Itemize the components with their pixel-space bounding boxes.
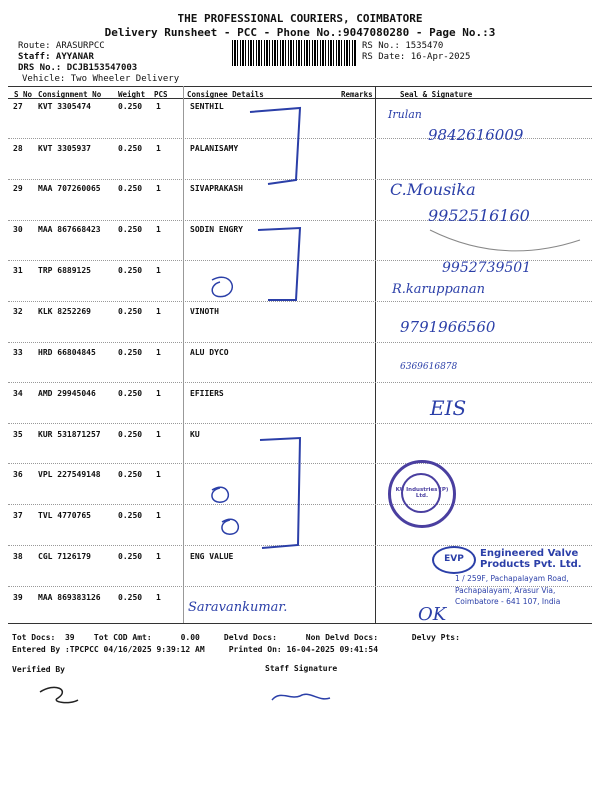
cell-consignment: MAA 869383126 bbox=[38, 593, 101, 602]
cell-pcs: 1 bbox=[156, 225, 161, 234]
rs-no: RS No.: 1535470 bbox=[362, 41, 444, 51]
cell-consignee: ENG VALUE bbox=[190, 552, 234, 561]
handwritten-name: C.Mousika bbox=[390, 180, 476, 199]
cell-pcs: 1 bbox=[156, 511, 161, 520]
pen-stroke bbox=[260, 438, 300, 548]
cell-weight: 0.250 bbox=[118, 225, 143, 234]
verified-by-label: Verified By bbox=[12, 665, 65, 674]
evp-company-name: Engineered Valve Products Pvt. Ltd. bbox=[480, 548, 582, 570]
cell-consignee: KU bbox=[190, 430, 200, 439]
pen-stroke bbox=[212, 487, 228, 502]
cell-consignee: SODIN ENGRY bbox=[190, 225, 243, 234]
cell-sno: 39 bbox=[13, 593, 23, 602]
rs-date: RS Date: 16-Apr-2025 bbox=[362, 52, 471, 62]
handwritten-phone: 9952516160 bbox=[428, 206, 530, 225]
cell-weight: 0.250 bbox=[118, 511, 143, 520]
handwritten-initials: EIS bbox=[430, 396, 467, 420]
pen-stroke bbox=[222, 519, 238, 534]
handwritten-phone: 9791966560 bbox=[400, 318, 496, 336]
cell-weight: 0.250 bbox=[118, 470, 143, 479]
cell-consignee: SIVAPRAKASH bbox=[190, 184, 243, 193]
cell-consignee: ALU DYCO bbox=[190, 348, 229, 357]
cell-sno: 36 bbox=[13, 470, 23, 479]
cell-weight: 0.250 bbox=[118, 144, 143, 153]
cell-weight: 0.250 bbox=[118, 389, 143, 398]
cell-sno: 37 bbox=[13, 511, 23, 520]
cell-weight: 0.250 bbox=[118, 102, 143, 111]
cell-pcs: 1 bbox=[156, 430, 161, 439]
cell-pcs: 1 bbox=[156, 307, 161, 316]
cell-pcs: 1 bbox=[156, 593, 161, 602]
cell-consignment: KVT 3305937 bbox=[38, 144, 91, 153]
cell-sno: 34 bbox=[13, 389, 23, 398]
cell-weight: 0.250 bbox=[118, 593, 143, 602]
cell-consignee: EFIIERS bbox=[190, 389, 224, 398]
cell-sno: 38 bbox=[13, 552, 23, 561]
col-seal-signature: Seal & Signature bbox=[400, 90, 473, 99]
handwritten-name: Irulan bbox=[388, 108, 422, 121]
cell-consignment: MAA 867668423 bbox=[38, 225, 101, 234]
cell-sno: 29 bbox=[13, 184, 23, 193]
handwritten-phone: 6369616878 bbox=[400, 362, 458, 372]
cell-consignee: PALANISAMY bbox=[190, 144, 239, 153]
cell-sno: 32 bbox=[13, 307, 23, 316]
stamp-text: KU Industries (P) Ltd. bbox=[395, 487, 449, 499]
cell-consignment: HRD 66804845 bbox=[38, 348, 96, 357]
col-consignee: Consignee Details bbox=[187, 90, 264, 99]
pen-stroke bbox=[40, 687, 78, 702]
runsheet-title: Delivery Runsheet - PCC - Phone No.:9047080280 - Page No.:3 bbox=[104, 26, 496, 39]
evp-address-1: 1 / 259F, Pachapalayam Road, bbox=[455, 574, 569, 583]
entered-by-line: Entered By :TPCPCC 04/16/2025 9:39:12 AM Printed On: 16-04-2025 09:41:54 bbox=[12, 645, 379, 654]
cell-consignment: MAA 707260065 bbox=[38, 184, 101, 193]
handwritten-name: R.karuppanan bbox=[392, 282, 486, 297]
route-label: Route: ARASURPCC bbox=[18, 41, 105, 51]
cell-consignment: KLK 8252269 bbox=[38, 307, 91, 316]
cell-sno: 35 bbox=[13, 430, 23, 439]
cell-weight: 0.250 bbox=[118, 348, 143, 357]
handwritten-ok: OK bbox=[418, 604, 447, 625]
cell-weight: 0.250 bbox=[118, 552, 143, 561]
staff-signature-label: Staff Signature bbox=[265, 664, 338, 673]
vehicle-label: Vehicle: Two Wheeler Delivery bbox=[22, 74, 180, 84]
cell-sno: 33 bbox=[13, 348, 23, 357]
col-pcs: PCS bbox=[154, 90, 168, 99]
pen-stroke bbox=[258, 228, 300, 300]
col-remarks: Remarks bbox=[341, 90, 373, 99]
col-consignment: Consignment No bbox=[38, 90, 102, 99]
cell-pcs: 1 bbox=[156, 389, 161, 398]
cell-consignment: VPL 227549148 bbox=[38, 470, 101, 479]
cell-pcs: 1 bbox=[156, 266, 161, 275]
cell-pcs: 1 bbox=[156, 348, 161, 357]
cell-pcs: 1 bbox=[156, 184, 161, 193]
cell-sno: 31 bbox=[13, 266, 23, 275]
cell-pcs: 1 bbox=[156, 144, 161, 153]
cell-consignment: KVT 3305474 bbox=[38, 102, 91, 111]
cell-consignment: TRP 6889125 bbox=[38, 266, 91, 275]
cell-consignment: CGL 7126179 bbox=[38, 552, 91, 561]
cell-weight: 0.250 bbox=[118, 307, 143, 316]
drs-label: DRS No.: DCJB153547003 bbox=[18, 63, 138, 73]
cell-pcs: 1 bbox=[156, 102, 161, 111]
handwritten-phone: 9952739501 bbox=[442, 260, 532, 276]
evp-address-3: Coimbatore - 641 107, India bbox=[455, 597, 561, 606]
cell-weight: 0.250 bbox=[118, 430, 143, 439]
cell-consignment: AMD 29945046 bbox=[38, 389, 96, 398]
cell-consignment: KUR 531871257 bbox=[38, 430, 101, 439]
evp-address-2: Pachapalayam, Arasur Via, bbox=[455, 586, 556, 595]
cell-weight: 0.250 bbox=[118, 266, 143, 275]
handwritten-phone: 9842616009 bbox=[428, 126, 524, 144]
cell-sno: 28 bbox=[13, 144, 23, 153]
col-sno: S No bbox=[14, 90, 33, 99]
pen-stroke bbox=[212, 277, 232, 296]
pen-stroke bbox=[272, 694, 330, 700]
pen-stroke bbox=[430, 230, 580, 251]
staff-label: Staff: AYYANAR bbox=[18, 52, 94, 62]
handwritten-name: Saravankumar. bbox=[188, 600, 288, 615]
cell-consignee: SENTHIL bbox=[190, 102, 224, 111]
totals-line: Tot Docs: 39 Tot COD Amt: 0.00 Delvd Docs: Non Delvd Docs: Delvy Pts: bbox=[12, 633, 460, 642]
cell-consignment: TVL 4770765 bbox=[38, 511, 91, 520]
cell-pcs: 1 bbox=[156, 470, 161, 479]
col-weight: Weight bbox=[118, 90, 146, 99]
cell-pcs: 1 bbox=[156, 552, 161, 561]
ku-industries-stamp bbox=[388, 460, 456, 528]
evp-logo: EVP bbox=[432, 546, 476, 574]
cell-consignee: VINOTH bbox=[190, 307, 219, 316]
pen-stroke bbox=[250, 108, 300, 184]
company-title: THE PROFESSIONAL COURIERS, COIMBATORE bbox=[177, 12, 423, 25]
cell-weight: 0.250 bbox=[118, 184, 143, 193]
cell-sno: 30 bbox=[13, 225, 23, 234]
cell-sno: 27 bbox=[13, 102, 23, 111]
